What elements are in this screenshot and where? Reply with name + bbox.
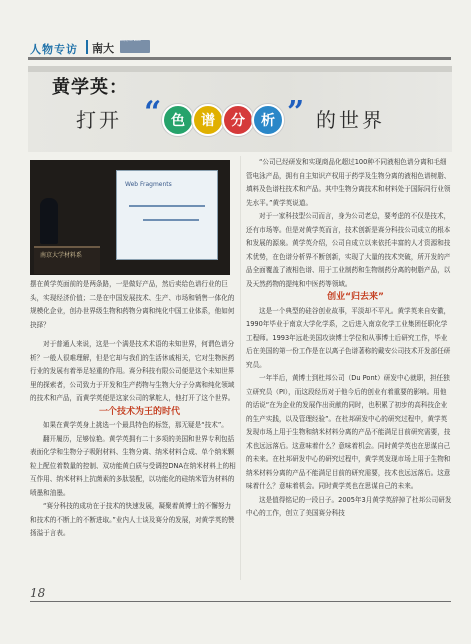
body-paragraph: “赛分科技的成功在于技术的快速发展，凝聚着黄博士的不懈努力和技术的不断上的不断进取。”业内人士谈及赛分的发展，对黄学英的赞扬溢于言表。 bbox=[30, 502, 235, 537]
article-person-name: 黄学英： bbox=[52, 77, 128, 98]
podium bbox=[34, 246, 100, 274]
body-paragraph: “公司已经研发和实现商品化超过100种不同液相色谱分离和毛细管电泳产品，拥有自主知识产权用于药学及生物分离的液相色谱树脂、填料及色谱柱技术和产品。其中生物分离技术和材料处于国际同行业领先水平。”黄学英说道。 bbox=[246, 158, 451, 207]
body-paragraph: 一年半后，黄博士到杜邦公司（Du Pont）研发中心就职，担任独立研究员（PI），而这段经历对于他今后的创业有着重要的影响。用他的话说“在为企业的发展作出贡献的同时，也积累了初步的高科技企业的生产实践，以及管理经验”。在杜邦研发中心的研究过程中，黄学英发现市场上用于生物和纳米材料分离的产品不能满足目前研究需要，技术也远远落后。这意味着什么？意味着机会。同时黄学英也在思谋自己的未来。在杜邦研发中心的研究过程中，黄学英发现市场上用于生物和纳米材料分离的产品不能满足目前的研究需要，技术也远远落后。这意味着什么？意味着机会。同时黄学英也在思谋自己的未来。 bbox=[246, 374, 451, 490]
badge-text: Nanjing Univ. Alumni bbox=[120, 40, 141, 42]
right-column bbox=[246, 156, 452, 521]
subhead-technology: 一个技术为王的时代 bbox=[98, 406, 180, 417]
title-char-4: 析 bbox=[252, 104, 284, 136]
section-label: 人物专访 bbox=[30, 43, 78, 56]
left-column bbox=[30, 338, 236, 541]
magazine-logo: 南大 bbox=[92, 42, 114, 55]
title-suffix: 的世界 bbox=[316, 108, 385, 132]
column-divider bbox=[240, 156, 241, 580]
body-paragraph: 对于一家科技型公司而言，身为公司老总，要考虑的不仅是技术，还有市场等。但是对黄学英而言，技术创新是赛分科技公司成立的根本和发展的源泉。黄学英介绍，公司自成立以来依托丰富的人才资源和技术优势，在色谱分析界不断创新，实现了大量的技术突破，所开发的产品全面覆盖了液相色谱、用于工业制药和生物制药分离的树脂产品，以及天然药物的提纯和中医药等领域。 bbox=[246, 212, 451, 288]
title-open-quote: “ bbox=[144, 95, 162, 130]
podium-label: 南京大学材料系 bbox=[40, 252, 83, 259]
subhead-startup: 创业“归去来” bbox=[327, 292, 384, 302]
header-separator bbox=[86, 40, 88, 54]
body-paragraph: 对于普通人来说，这是一个满是技术术语的未知世界，何谓色谱分析？一般人很难理解，但是它却与我们的生活休戚相关，它对生物医药行业的发展有着举足轻重的作用。赛分科技有限公司便是这个未知世界里的探索者，公司致力于开发和生产药物与生物大分子分离和纯化领域的技术和产品，而黄学英便是这家公司的掌舵人，他打开了这个世界。 bbox=[30, 340, 235, 402]
title-char-2: 谱 bbox=[192, 104, 224, 136]
title-prefix: 打开 bbox=[76, 108, 122, 132]
photo-caption: 摆在黄学英面前的是两条路，一是做好产品，然后卖给色谱行业的巨头，实现经济价值；二是在中国发展技术、生产、市场和销售一体化的规模化企业，创办世界级生物和药物分离和纯化中国工业体系，他如何抉择？ bbox=[30, 280, 235, 329]
page-number: 18 bbox=[30, 586, 46, 600]
footer-rule bbox=[30, 601, 451, 602]
banner-stripe bbox=[28, 66, 452, 72]
header-rule bbox=[28, 57, 451, 60]
screen-title: Web Fragments bbox=[125, 181, 172, 188]
title-char-3: 分 bbox=[222, 104, 254, 136]
body-paragraph: 如果在黄学英身上挑选一个最具特色的标签，那无疑是“技术”。 bbox=[43, 421, 228, 429]
presenter-figure bbox=[40, 198, 58, 244]
presentation-photo bbox=[30, 160, 230, 275]
magazine-badge bbox=[120, 40, 150, 53]
title-close-quote: ” bbox=[287, 95, 305, 130]
body-paragraph: 翻开履历，足够惊艳。黄学英拥有二十多项的美国和世界专利包括表面化学和生物分子吸附材料、生物分离、纳米材料合成、单个纳米颗粒上配位着数量的控制、双功能黄白质与受调控DNA在纳米材料上的相互作用、纳米材料上抗菌素的多肽装配，以功能化的硅纳米管为材料的喷墨和油墨。 bbox=[30, 434, 236, 497]
screen-line bbox=[129, 205, 205, 207]
screen-line bbox=[143, 219, 199, 221]
projection-screen bbox=[116, 170, 218, 260]
title-char-1: 色 bbox=[162, 104, 194, 136]
body-paragraph: 这是一个典型的硅谷创业故事，平淡却不平凡。黄学英来自安徽，1990年毕业于南京大学化学系，之后进入南京化学工业集团任职化学工程师。1993年远赴美国攻读博士学位和从事博士后研究工作，毕业后在美国的第一份工作是在以离子色谱著称的戴安公司技术开发部任研究员。 bbox=[246, 306, 451, 369]
body-paragraph: 这是值得铭记的一段日子。2005年3月黄学英辞掉了杜邦公司研发中心的工作，创立了美国赛分科技 bbox=[246, 495, 452, 517]
